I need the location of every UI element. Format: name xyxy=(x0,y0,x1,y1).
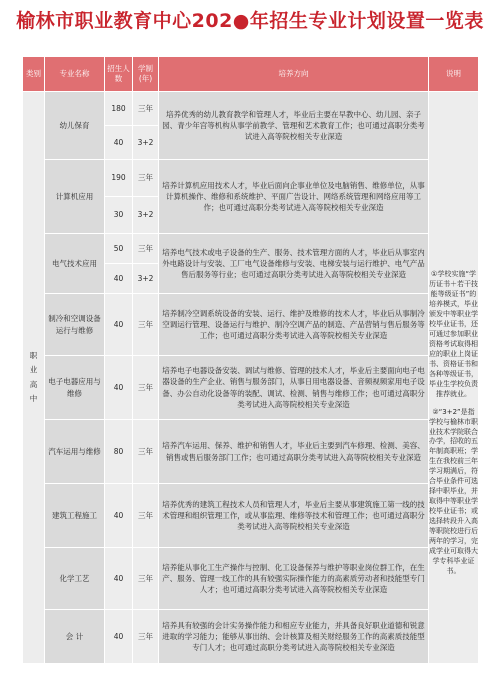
major-name: 电子电器应用与维修 xyxy=(45,356,105,420)
years-cell: 3+2 xyxy=(133,264,159,294)
quota-cell: 180 xyxy=(105,92,133,126)
years-cell: 三年 xyxy=(133,294,159,356)
category-label: 职业高中 xyxy=(29,351,38,403)
header-note: 说明 xyxy=(429,57,479,92)
years-cell: 三年 xyxy=(133,420,159,484)
direction-cell: 培养优秀的建筑工程技术人员和管理人才，毕业后主要从事建筑施工第一线的技术管理和组织管理工作，或从事监理、维修等技术和管理工作；也可通过高职分类考试进入高等院校相关专业深造 xyxy=(159,484,429,548)
quota-cell: 40 xyxy=(105,126,133,160)
table-row xyxy=(23,92,479,126)
header-direction: 培养方向 xyxy=(159,57,429,92)
table-row xyxy=(23,610,479,664)
direction-cell: 培养电子电器设备安装、调试与维修、管理的技术人才，毕业后主要面向电子电器设备的生产企业、销售与服务部门，从事日用电器设备、音频视频家用电子设备、办公自动化设备等的装配、调试、检测、销售与维修工作；也可通过高职分类考试进入高等院校相关专业深造 xyxy=(159,356,429,420)
quota-cell: 40 xyxy=(105,548,133,610)
quota-cell: 40 xyxy=(105,264,133,294)
direction-cell: 培养电气技术或电子设备的生产、服务、技术管理方面的人才，毕业后从事室内外电路设计与安装、工厂电气设备维修与安装、电梯安装与运行维护、电气产品售后服务等行业；也可通过高职分类考试进入高等院校相关专业深造 xyxy=(159,234,429,294)
major-name: 汽车运用与维修 xyxy=(45,420,105,484)
quota-cell: 40 xyxy=(105,484,133,548)
page-title: 榆林市职业教育中心202●年招生专业计划设置一览表 xyxy=(16,10,484,32)
quota-cell: 190 xyxy=(105,160,133,197)
table-row xyxy=(23,294,479,356)
years-cell: 三年 xyxy=(133,548,159,610)
table-row xyxy=(23,234,479,264)
quota-cell: 40 xyxy=(105,610,133,664)
quota-cell: 40 xyxy=(105,294,133,356)
quota-cell: 80 xyxy=(105,420,133,484)
direction-cell: 培养汽车运用、保养、维护和销售人才，毕业后主要到汽车修理、检测、美容、销售或售后服务部门工作；也可通过高职分类考试进入高等院校相关专业深造 xyxy=(159,420,429,484)
years-cell: 3+2 xyxy=(133,126,159,160)
table-row xyxy=(23,420,479,484)
note-cell xyxy=(429,92,479,664)
quota-cell: 50 xyxy=(105,234,133,264)
table-row xyxy=(23,356,479,420)
direction-cell: 培养制冷空调系统设备的安装、运行、维护及维修的技术人才，毕业后从事制冷空调运行管理、设备运行与维护、制冷空调产品的制造、产品营销与售后服务等工作；也可通过高职分类考试进入高等院校相关专业深造 xyxy=(159,294,429,356)
quota-cell: 30 xyxy=(105,197,133,234)
header-quota: 招生人数 xyxy=(105,57,133,92)
major-name: 会 计 xyxy=(45,610,105,664)
table-row xyxy=(23,160,479,197)
major-name: 计算机应用 xyxy=(45,160,105,234)
table-row xyxy=(23,548,479,610)
years-cell: 三年 xyxy=(133,160,159,197)
category-cell xyxy=(23,92,45,664)
table-row xyxy=(23,484,479,548)
header-years: 学制(年) xyxy=(133,57,159,92)
major-name: 制冷和空调设备运行与维修 xyxy=(45,294,105,356)
years-cell: 三年 xyxy=(133,484,159,548)
table-header-row xyxy=(23,57,479,92)
major-name: 建筑工程施工 xyxy=(45,484,105,548)
major-name: 化学工艺 xyxy=(45,548,105,610)
enrollment-plan-table xyxy=(22,56,479,664)
years-cell: 三年 xyxy=(133,610,159,664)
years-cell: 三年 xyxy=(133,234,159,264)
header-category: 类别 xyxy=(23,57,45,92)
major-name: 幼儿保育 xyxy=(45,92,105,160)
years-cell: 三年 xyxy=(133,356,159,420)
quota-cell: 40 xyxy=(105,356,133,420)
years-cell: 三年 xyxy=(133,92,159,126)
years-cell: 3+2 xyxy=(133,197,159,234)
header-major: 专业名称 xyxy=(45,57,105,92)
direction-cell: 培养具有较强的会计实务操作能力和相应专业能力，并具备良好职业道德和锐意进取的学习能力；能够从事出纳、会计核算及相关财经服务工作的高素质技能型专门人才；也可通过高职分类考试进入高等院校相关专业深造 xyxy=(159,610,429,664)
note-paragraph-2: ②“3+2”是指学校与榆林市职业技术学院联合办学，招收的五年制高职班；学生在我校前三年学习期满后，符合毕业条件可选择中职毕业，并取得中等职业学校毕业证书；或选择转段升入高等职院校进行后两年的学习，完成学业可取得大学专科毕业证书。 xyxy=(429,407,478,575)
note-paragraph-1: ①学校实施“学历证书＋若干技能等级证书”的培养模式，毕业颁发中等职业学校毕业证书，还可通过参加职业资格考试取得相应的职业上岗证书、资格证书和各种等级证书，毕业生学校负责推荐就业。 xyxy=(429,270,478,398)
direction-cell: 培养能从事化工生产操作与控制、化工设备保养与维护等职业岗位群工作，在生产、服务、管理一线工作的具有较强实际操作能力的高素质劳动者和技能型专门人才；也可通过高职分类考试进入高等院校相关专业深造 xyxy=(159,548,429,610)
direction-cell: 培养计算机应用技术人才，毕业后面向企事业单位及电脑销售、维修单位，从事计算机操作、维修和系统维护、平面广告设计、网络系统管理和网络应用等工作；也可通过高职分类考试进入高等院校相关专业深造 xyxy=(159,160,429,234)
direction-cell: 培养优秀的幼儿教育教学和管理人才，毕业后主要在早教中心、幼儿园、亲子园、青少年宫等机构从事学前教学、管理和艺术教育工作；也可通过高职分类考试进入高等院校相关专业深造 xyxy=(159,92,429,160)
major-name: 电气技术应用 xyxy=(45,234,105,294)
